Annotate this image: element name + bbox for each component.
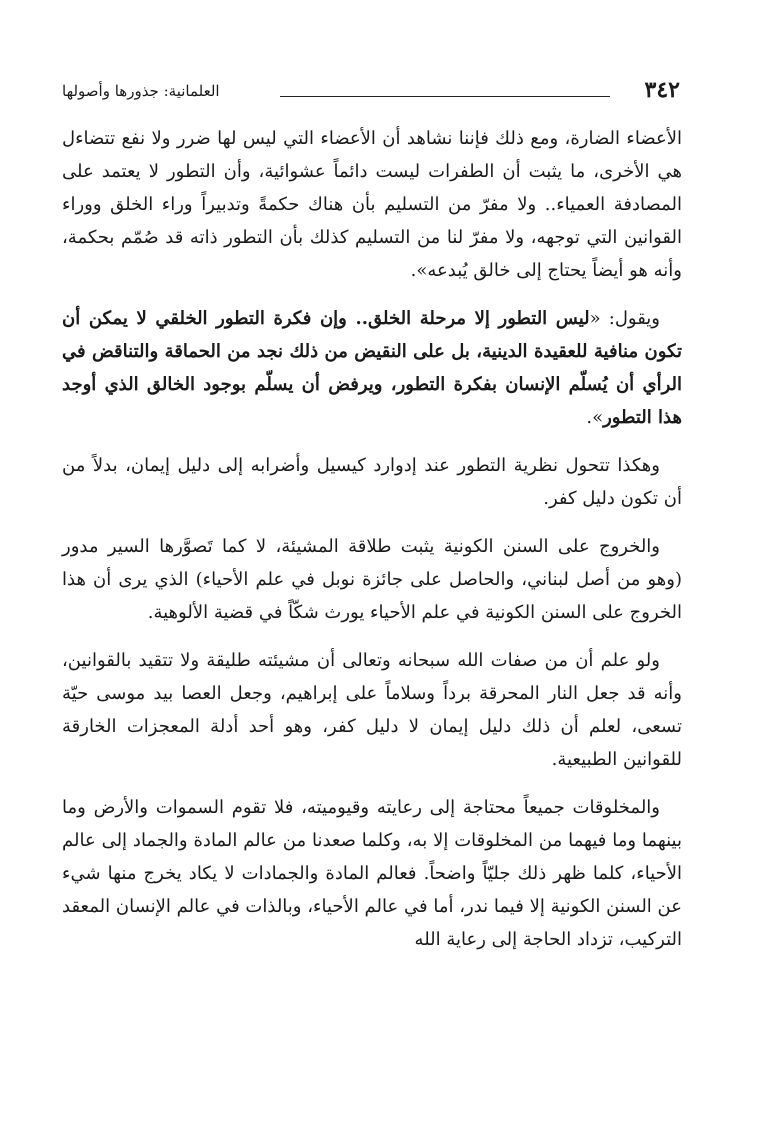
paragraph-4-text: والخروج على السنن الكونية يثبت طلاقة المشيئة، لا كما تَصوَّرها السير مدور (وهو من أصل لبناني، والحاصل على جائزة نوبل في علم الأحياء) الذي يرى أن هذا الخروج على السنن الكونية في علم الأحياء يورث شكّاً في قضية الألوهية. [62,536,682,623]
header-rule [280,96,610,97]
paragraph-6-text: والمخلوقات جميعاً محتاجة إلى رعايته وقيوميته، فلا تقوم السموات والأرض وما بينهما وما فيهما من المخلوقات إلا به، وكلما صعدنا من عالم المادة والجماد إلى عالم الأحياء، كلما ظهر ذلك جليّاً واضحاً. فعالم المادة والجمادات لا يكاد يخرج منها شيء عن السنن الكونية إلا فيما ندر، أما في عالم الأحياء، وبالذات في عالم الإنسان المعقد التركيب، تزداد الحاجة إلى رعاية الله [62,797,682,950]
page-header [62,76,680,108]
page-number: ٣٤٢ [644,77,680,103]
paragraph-6 [62,791,682,956]
paragraph-4 [62,530,682,629]
paragraph-3-text: وهكذا تتحول نظرية التطور عند إدوارد كيسيل وأضرابه إلى دليل إيمان، بدلاً من أن تكون دليل كفر. [62,455,682,509]
quote-tail: ». [586,407,604,428]
quote-lead: ويقول: « [589,308,661,329]
paragraph-1: الأعضاء الضارة، ومع ذلك فإننا نشاهد أن الأعضاء التي ليس لها ضرر ولا نفع تتضاءل هي الأخرى، ما يثبت أن الطفرات ليست دائماً عشوائية، وأن التطور لا يعتمد على المصادفة العمياء.. ولا مفرّ من التسليم بأن هناك حكمةً وتدبيراً وراء الخلق ووراء القوانين التي توجهه، ولا مفرّ لنا من التسليم كذلك بأن التطور ذاته قد صُمّم بحكمة، وأنه هو أيضاً يحتاج إلى خالق يُبدعه». [62,128,682,281]
paragraph-3 [62,449,682,515]
quote-bold-text: ليس التطور إلا مرحلة الخلق.. وإن فكرة التطور الخلقي لا يمكن أن تكون منافية للعقيدة الدينية، بل على النقيض من ذلك نجد من الحماقة والتناقض في الرأي أن يُسلّم الإنسان بفكرة التطور، ويرفض أن يسلّم بوجود الخالق الذي أوجد هذا التطور [62,308,682,428]
paragraph-5 [62,644,682,776]
paragraph-5-text: ولو علم أن من صفات الله سبحانه وتعالى أن مشيئته طليقة ولا تتقيد بالقوانين، وأنه قد جعل النار المحرقة برداً وسلاماً على إبراهيم، وجعل العصا بيد موسى حيّة تسعى، لعلم أن ذلك دليل إيمان لا دليل كفر، وهو أحد أدلة المعجزات الخارقة للقوانين الطبيعية. [62,650,682,770]
paragraph-2-quote [62,302,682,434]
page-body [62,122,682,971]
running-title: العلمانية: جذورها وأصولها [62,82,220,100]
